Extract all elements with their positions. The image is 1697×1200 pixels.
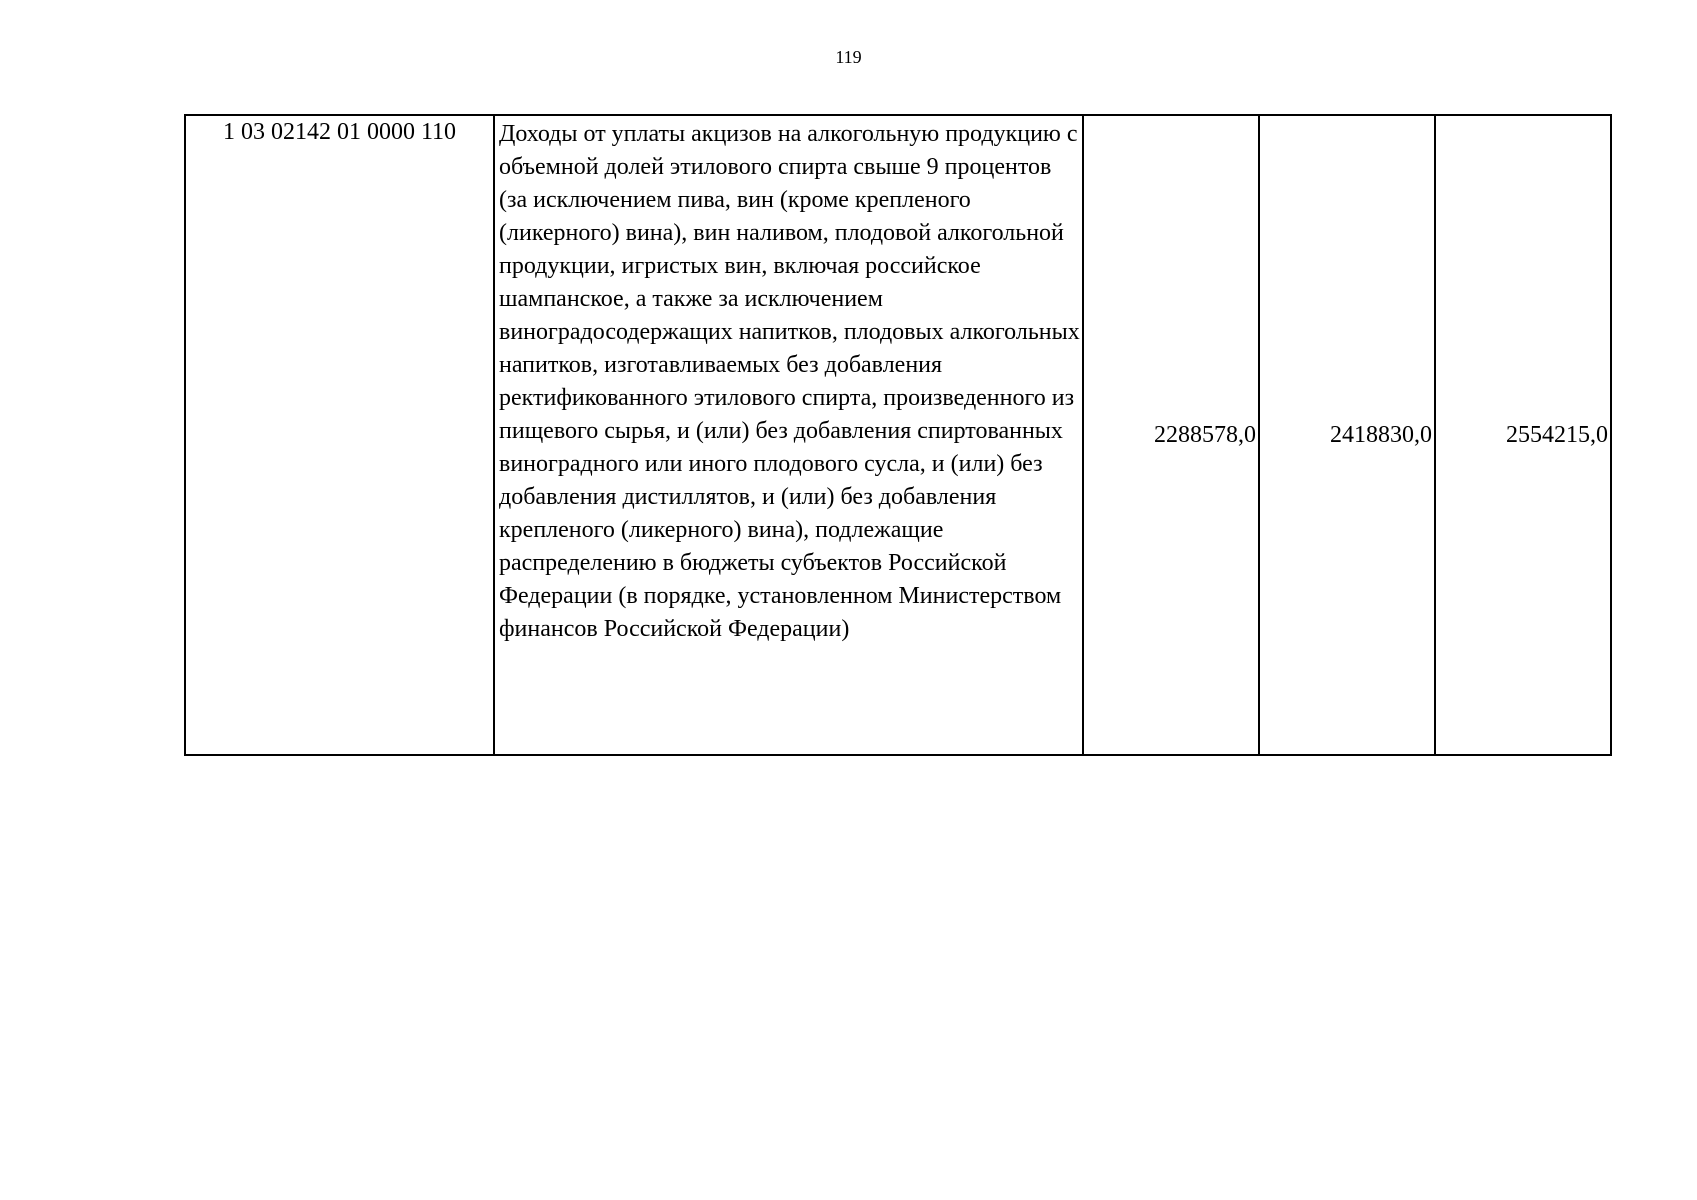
revenue-description: Доходы от уплаты акцизов на алкогольную продукцию с объемной долей этилового спирта свыше 9 процентов (за исключением пива, вин (кроме крепленого (ликерного) вина), вин наливом, плодовой алкогольной продукции, игристых вин, включая российское шампанское, а также за исключением виноградосодержащих напитков, плодовых алкогольных напитков, изготавливаемых без добавления ректификованного этилового спирта, произведенного из пищевого сырья, и (или) без добавления спиртованных виноградного или иного плодового сусла, и (или) без добавления дистиллятов, и (или) без добавления крепленого (ликерного) вина), подлежащие распределению в бюджеты субъектов Российской Федерации (в порядке, установленном Министерством финансов Российской Федерации) <box>494 115 1083 755</box>
amount-year-3: 2554215,0 <box>1435 115 1611 755</box>
table-row <box>185 115 1611 755</box>
page-number: 119 <box>835 47 862 67</box>
amount-year-1: 2288578,0 <box>1083 115 1259 755</box>
budget-revenue-table <box>184 114 1612 756</box>
budget-classification-code: 1 03 02142 01 0000 110 <box>185 115 494 755</box>
amount-year-2: 2418830,0 <box>1259 115 1435 755</box>
